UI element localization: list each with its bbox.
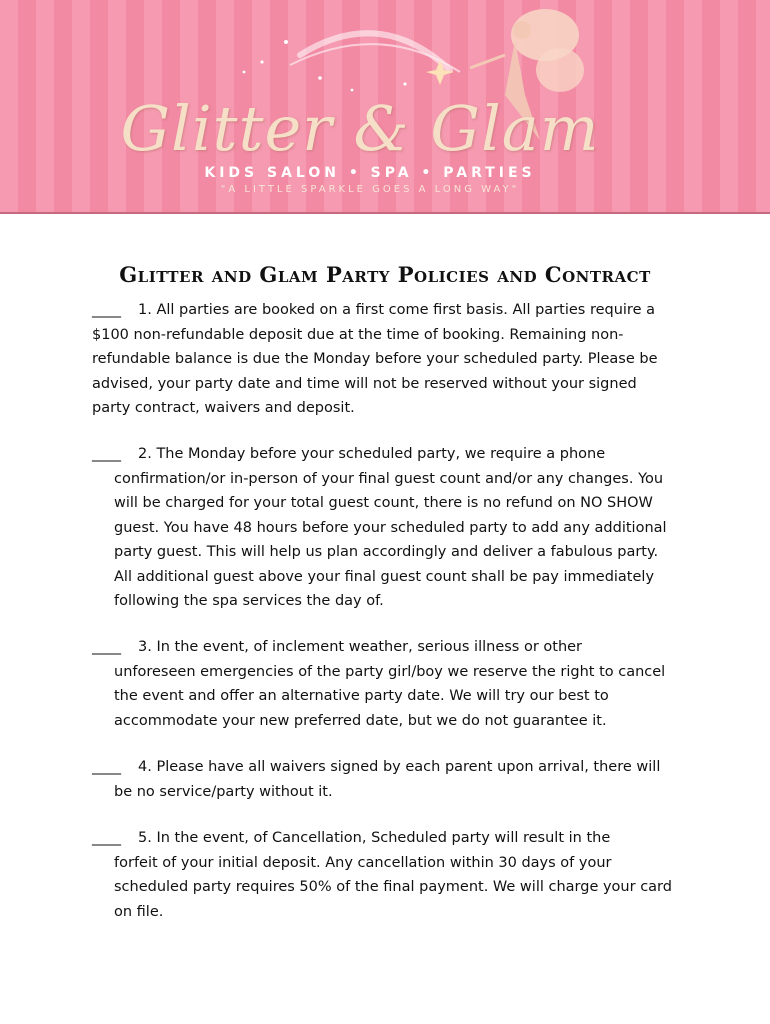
initial-blank[interactable]: ____ xyxy=(92,302,121,318)
policy-number: 4. xyxy=(138,759,152,775)
policy-item-5 xyxy=(92,826,692,924)
logo-tagline: KIDS SALON • SPA • PARTIES xyxy=(204,165,536,181)
policy-line: following the spa services the day of. xyxy=(114,593,384,609)
policy-item-1 xyxy=(92,298,692,421)
document-title: Glitter and Glam Party Policies and Contract xyxy=(119,262,651,287)
logo-subtitle: "A LITTLE SPARKLE GOES A LONG WAY" xyxy=(220,184,520,195)
policy-line: scheduled party requires 50% of the final payment. We will charge your card xyxy=(114,879,672,895)
policy-line: All additional guest above your final guest count shall be pay immediately xyxy=(114,568,655,585)
policy-item-2 xyxy=(92,442,692,614)
policy-line: advised, your party date and time will not be reserved without your signed xyxy=(92,375,637,392)
policy-line: party guest. This will help us plan accordingly and deliver a fabulous party. xyxy=(114,544,659,560)
policy-number: 3. xyxy=(138,639,152,655)
policy-line: The Monday before your scheduled party, we require a phone xyxy=(156,446,606,462)
policy-line: accommodate your new preferred date, but we do not guarantee it. xyxy=(114,712,607,729)
policy-number: 1. xyxy=(138,302,152,318)
policy-line: All parties are booked on a first come first basis. All parties require a xyxy=(156,302,655,318)
policy-line: will be charged for your total guest count, there is no refund on NO SHOW xyxy=(114,495,653,511)
policy-item-4 xyxy=(92,755,692,804)
policy-line: In the event, of Cancellation, Scheduled party will result in the xyxy=(156,830,611,846)
logo-wordmark: Glitter & Glam xyxy=(120,92,600,165)
policy-line: forfeit of your initial deposit. Any cancellation within 30 days of your xyxy=(114,854,612,871)
initial-blank[interactable]: ____ xyxy=(92,830,121,846)
policy-line: $100 non-refundable deposit due at the time of booking. Remaining non- xyxy=(92,326,624,343)
policy-line: unforeseen emergencies of the party girl/boy we reserve the right to cancel xyxy=(114,663,666,680)
policy-line: refundable balance is due the Monday before your scheduled party. Please be xyxy=(92,351,658,367)
policy-line: party contract, waivers and deposit. xyxy=(92,400,355,416)
policy-line: guest. You have 48 hours before your scheduled party to add any additional xyxy=(114,519,667,536)
policy-line: be no service/party without it. xyxy=(114,783,333,800)
initial-blank[interactable]: ____ xyxy=(92,639,121,655)
policy-number: 2. xyxy=(138,446,152,462)
policy-line: In the event, of inclement weather, serious illness or other xyxy=(156,639,583,655)
initial-blank[interactable]: ____ xyxy=(92,446,121,462)
header-banner xyxy=(0,0,770,214)
policy-line: on file. xyxy=(114,903,164,920)
policy-line: confirmation/or in-person of your final guest count and/or any changes. You xyxy=(114,470,664,487)
policy-line: Please have all waivers signed by each parent upon arrival, there will xyxy=(156,759,661,775)
policy-line: the event and offer an alternative party date. We will try our best to xyxy=(114,688,609,704)
policy-item-3 xyxy=(92,635,692,733)
initial-blank[interactable]: ____ xyxy=(92,759,121,775)
policy-number: 5. xyxy=(138,830,152,846)
